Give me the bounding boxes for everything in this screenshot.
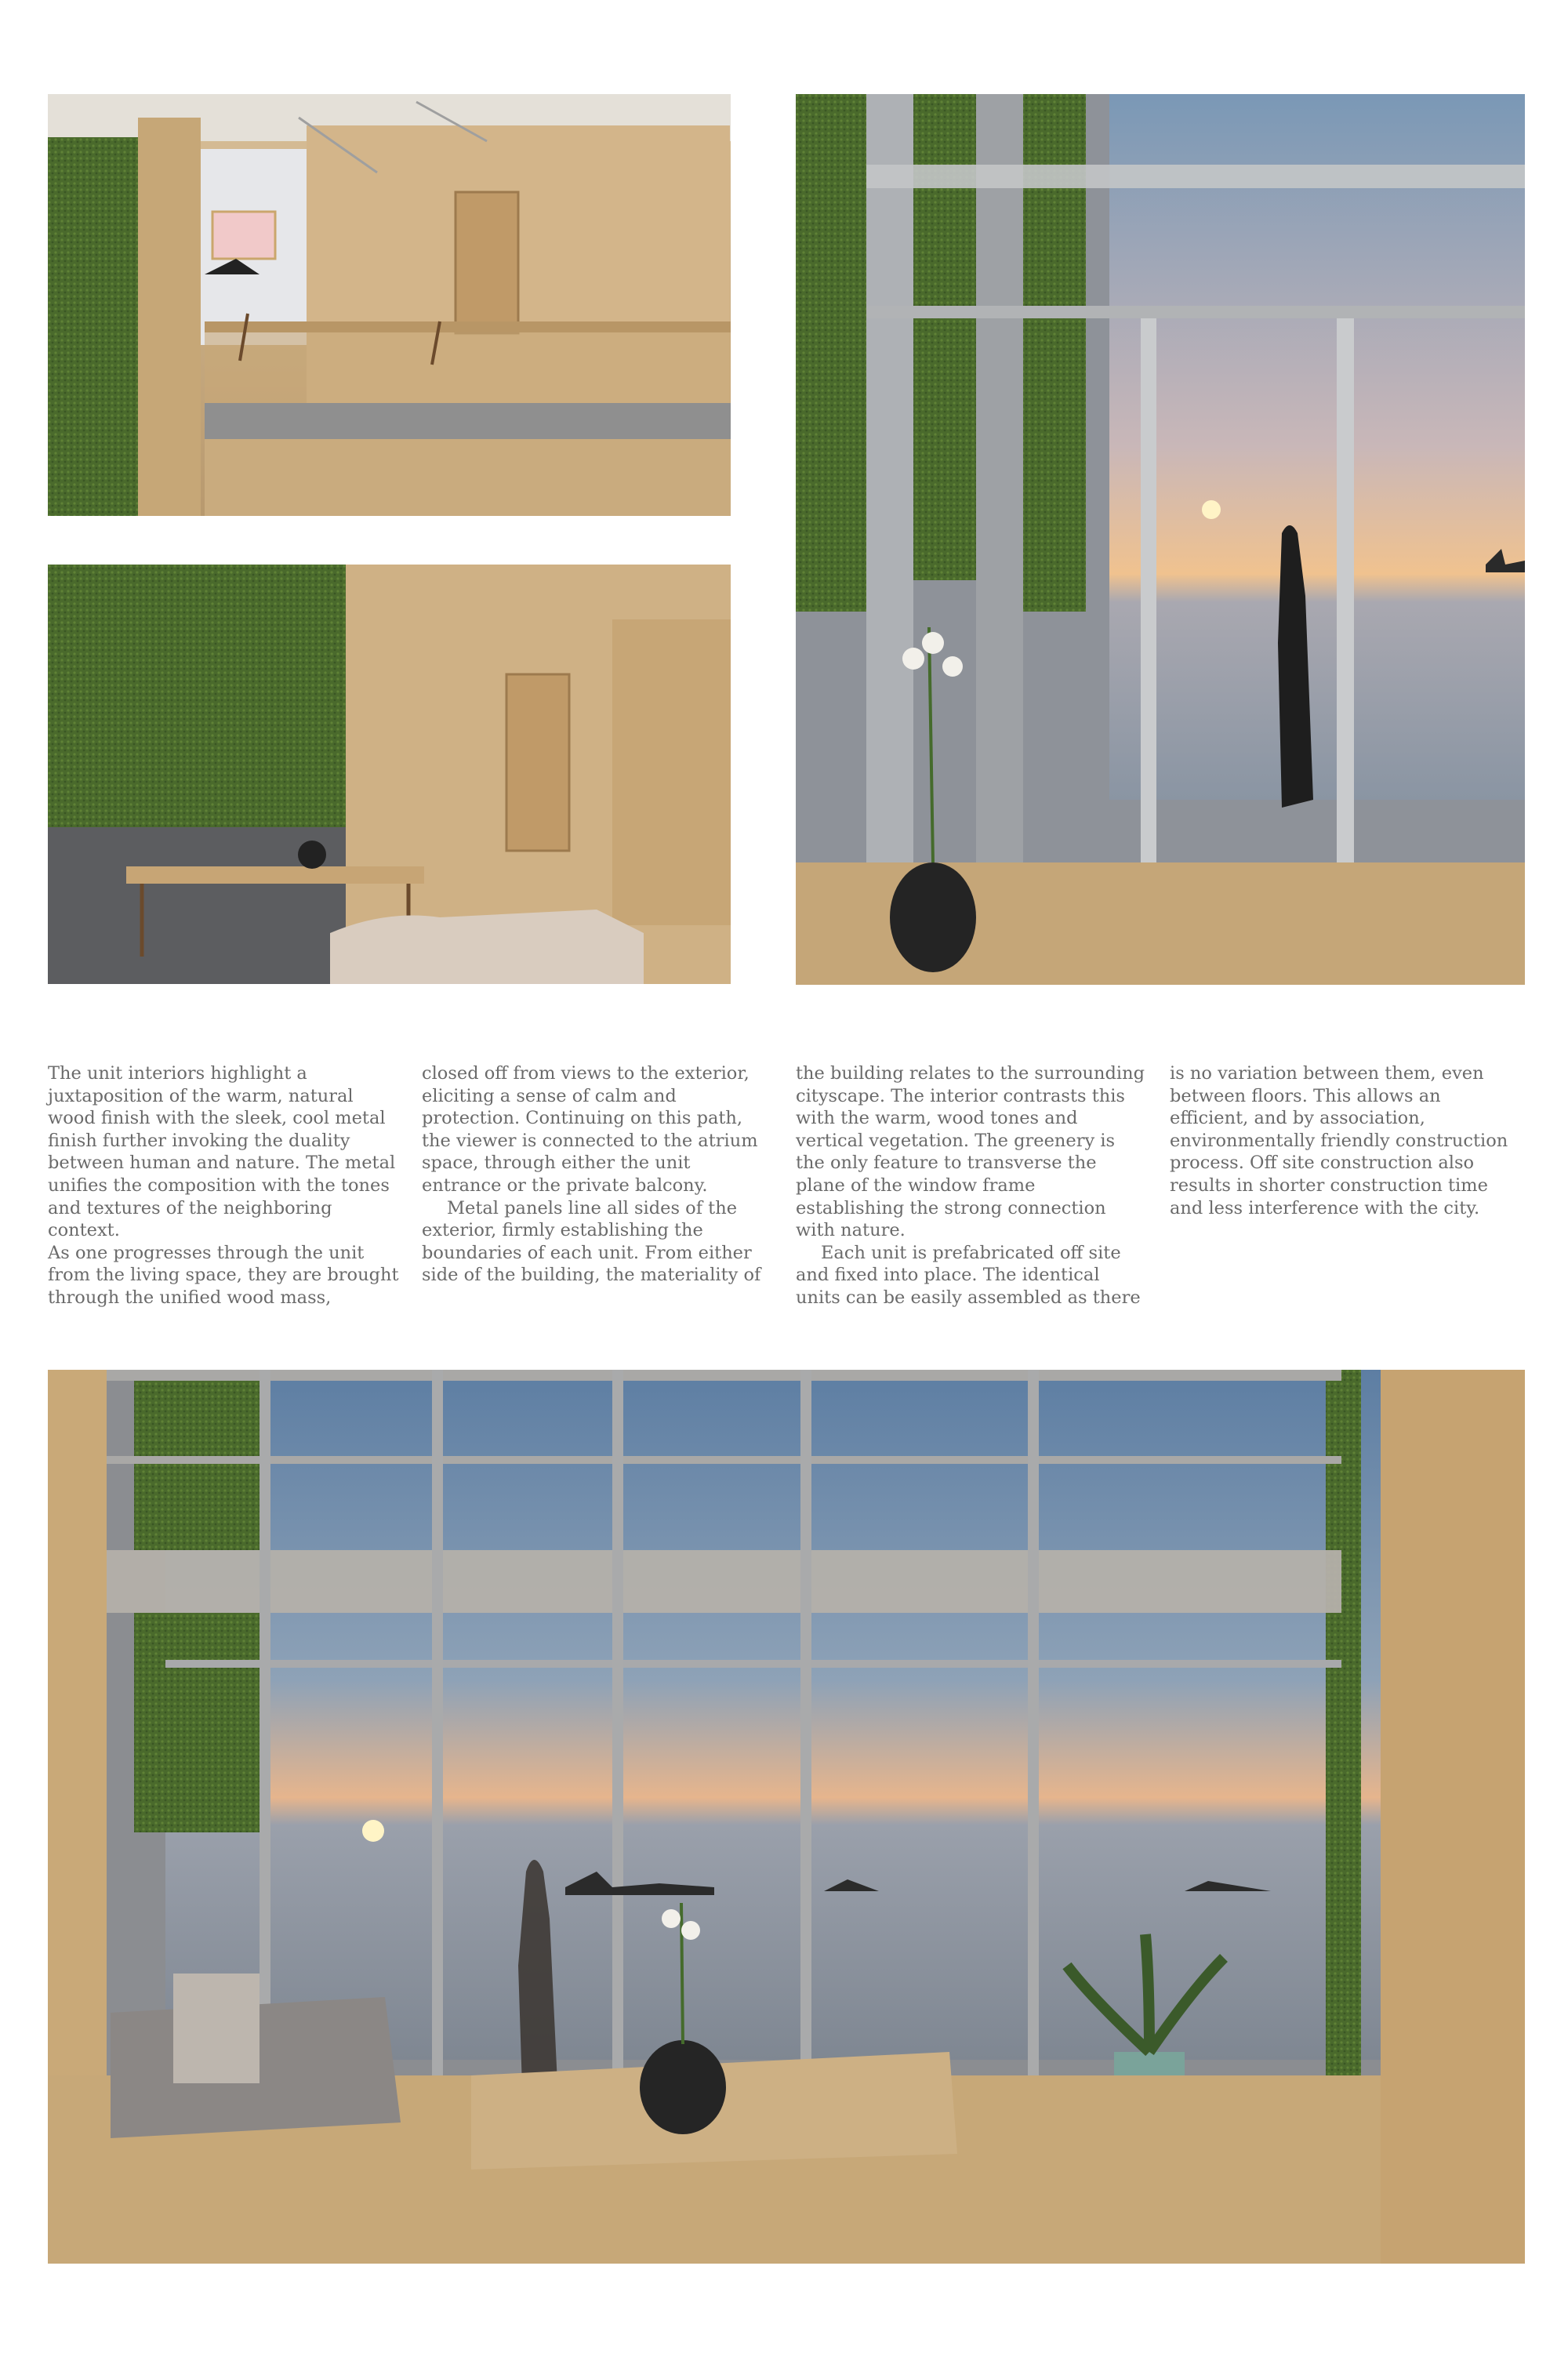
paragraph: The unit interiors highlight a juxtaposition of the warm, natural wood finish with the sleek, cool metal finish further invoking the duality between human and nature. The metal unifies the composition with the tones and textures of the neighboring context. <box>48 1063 396 1241</box>
paragraph: Each unit is prefabricated off site and fixed into place. The identical units can be easily assembled as there <box>796 1242 1141 1308</box>
text-column-2 <box>422 1062 775 1287</box>
render-sunset-door <box>796 94 1525 985</box>
render-living-space-sunset <box>48 1370 1525 2264</box>
text-column-1 <box>48 1062 401 1309</box>
paragraph: As one progresses through the unit from the living space, they are brought through the unified wood mass, <box>48 1242 399 1308</box>
render-dining-area <box>48 565 731 984</box>
paragraph: the building relates to the surrounding cityscape. The interior contrasts this with the warm, wood tones and vertical vegetation. The greenery is the only feature to transverse the plane of the window frame establishing the strong connection with nature. <box>796 1063 1145 1241</box>
body-text <box>48 1062 1525 1308</box>
text-column-3 <box>796 1062 1149 1309</box>
paragraph: Metal panels line all sides of the exterior, firmly establishing the boundaries of each unit. From either side of the building, the materiality of <box>422 1197 761 1286</box>
paragraph: closed off from views to the exterior, eliciting a sense of calm and protection. Continuing on this path, the viewer is connected to the atrium space, through either the unit entrance or the private balcony. <box>422 1063 758 1196</box>
paragraph: is no variation between them, even between floors. This allows an efficient, and by association, environmentally friendly construction process. Off site construction also results in shorter construction time and less interference with the city. <box>1170 1063 1508 1218</box>
text-column-4 <box>1170 1062 1523 1219</box>
render-upper-level-interior <box>48 94 731 516</box>
